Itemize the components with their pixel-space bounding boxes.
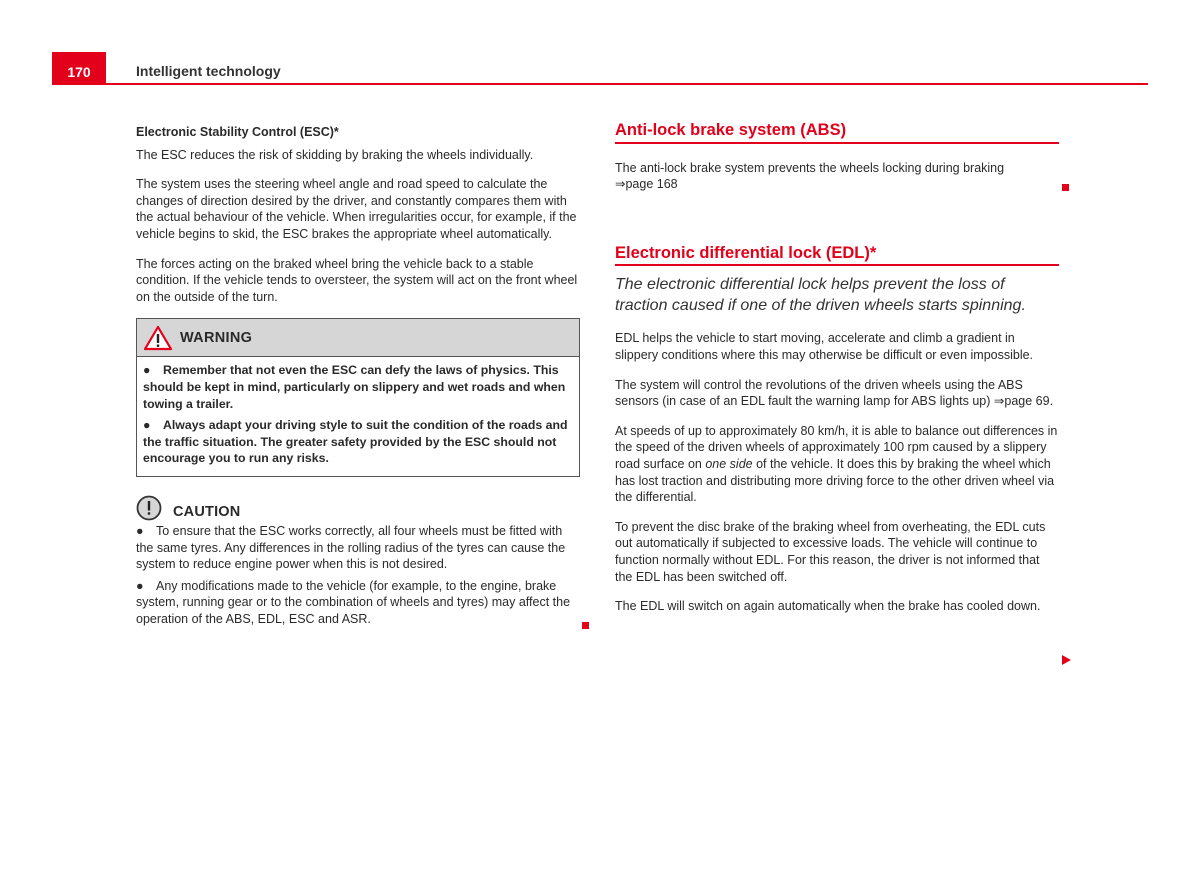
edl-paragraph-3-text: At speeds of up to approximately 80 km/h, it is able to balance out differences in the speed of the driven wheels of approximately 100 rpm caused by a slippery road surface on — [615, 423, 1058, 471]
edl-intro: The electronic differential lock helps prevent the loss of traction caused if one of the driven wheels starts spinning. — [615, 276, 1026, 315]
edl-paragraph-1: EDL helps the vehicle to start moving, accelerate and climb a gradient in slippery conditions where this may otherwise be difficult or even impossible. — [615, 331, 1034, 362]
caution-icon — [136, 495, 162, 521]
section-end-marker — [582, 622, 589, 629]
edl-emphasis: one side — [705, 456, 753, 471]
caution-header — [136, 491, 580, 521]
warning-title: WARNING — [180, 329, 253, 346]
right-column — [615, 122, 1060, 628]
caution-item — [136, 578, 580, 628]
warning-box — [136, 318, 580, 477]
continue-arrow-icon — [1062, 655, 1071, 665]
warning-header — [137, 319, 579, 357]
warning-item-text: Always adapt your driving style to suit the condition of the roads and the traffic situation. The greater safety provided by the ESC should not encourage you to run any risks. — [143, 418, 568, 466]
abs-page-ref: ⇒page 168 — [615, 177, 678, 192]
edl-paragraph-4: To prevent the disc brake of the braking wheel from overheating, the EDL cuts out automatically if subjected to excessive loads. The vehicle will continue to function normally without EDL. For this reason, the driver is not informed that the EDL has been switched off. — [615, 519, 1046, 584]
abs-text: The anti-lock brake system prevents the wheels locking during braking — [615, 160, 1005, 175]
edl-paragraph-3-text: of the vehicle. It does this by braking the wheel which has lost traction and distributing more driving force to the other driven wheel via the differential. — [615, 456, 1055, 505]
bullet-icon: ● — [143, 363, 151, 378]
left-column — [136, 124, 580, 632]
warning-body — [137, 357, 579, 476]
warning-item-text: Remember that not even the ESC can defy the laws of physics. This should be kept in mind, particularly on slippery and wet roads and when towing a trailer. — [143, 363, 566, 411]
edl-paragraph-2-text: The system will control the revolutions of the driven wheels using the ABS sensors (in case of an EDL fault the warning lamp for ABS lights up) — [615, 377, 1023, 409]
warning-item — [143, 362, 573, 412]
esc-heading: Electronic Stability Control (ESC)* — [136, 125, 339, 139]
abs-paragraph — [615, 160, 1060, 193]
bullet-icon: ● — [136, 578, 144, 593]
esc-paragraph-2: The system uses the steering wheel angle and road speed to calculate the changes of direction desired by the driver, and constantly compares them with the actual behaviour of the vehicle. When irregularities occur, for example, if the vehicle begins to skid, the ESC brakes the appropriate wheel automatically. — [136, 177, 577, 241]
page-header — [52, 52, 1148, 86]
bullet-icon: ● — [136, 523, 144, 538]
chapter-title: Intelligent technology — [136, 63, 281, 79]
edl-section-title: Electronic differential lock (EDL)* — [615, 243, 877, 262]
section-end-marker — [1062, 184, 1069, 191]
header-rule — [52, 83, 1148, 85]
bullet-icon: ● — [143, 418, 151, 433]
section-rule — [615, 142, 1059, 144]
esc-paragraph-3: The forces acting on the braked wheel bring the vehicle back to a stable condition. If the vehicle tends to oversteer, the system will act on the front wheel on the outside of the turn. — [136, 256, 578, 304]
edl-paragraph-2 — [615, 377, 1060, 410]
page-number: 170 — [52, 52, 106, 85]
caution-item-text: Any modifications made to the vehicle (for example, to the engine, brake system, running gear or to the combination of wheels and tyres) may affect the operation of the ABS, EDL, ESC and ASR. — [136, 578, 571, 626]
warning-item — [143, 417, 573, 467]
caution-item-text: To ensure that the ESC works correctly, all four wheels must be fitted with the same tyres. Any differences in the rolling radius of the tyres can cause the system to reduce engine power when this is not desired. — [136, 523, 566, 572]
abs-section-title: Anti-lock brake system (ABS) — [615, 121, 847, 139]
edl-paragraph-5: The EDL will switch on again automatically when the brake has cooled down. — [615, 599, 1041, 614]
caution-body — [136, 523, 580, 628]
edl-paragraph-3 — [615, 423, 1060, 506]
esc-paragraph-1: The ESC reduces the risk of skidding by braking the wheels individually. — [136, 147, 534, 162]
warning-triangle-icon — [143, 325, 173, 351]
caution-item — [136, 523, 580, 573]
caution-title: CAUTION — [173, 504, 241, 521]
section-rule — [615, 264, 1059, 266]
edl-page-ref: ⇒page 69. — [993, 394, 1054, 409]
